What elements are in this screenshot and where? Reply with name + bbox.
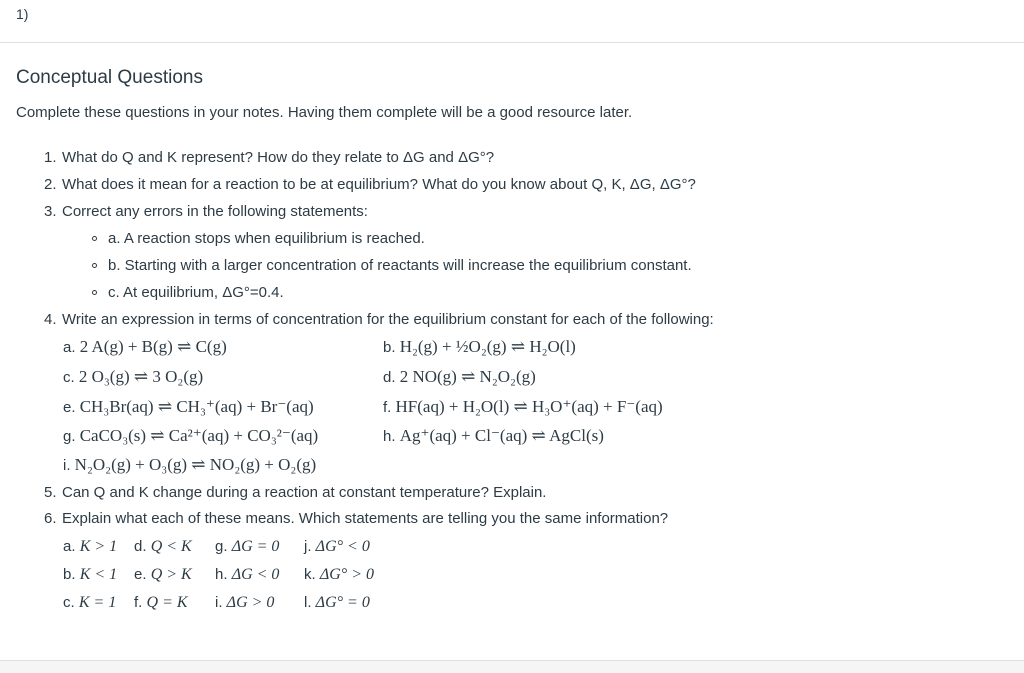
reaction-equation: 2 O₃(g) ⇌ 3 O₂(g) bbox=[78, 367, 204, 386]
question-text: Correct any errors in the following statements: bbox=[62, 203, 368, 220]
question-text: Write an expression in terms of concentration for the equilibrium constant for each of the following: bbox=[62, 311, 714, 328]
question-text: What do Q and K represent? How do they relate to ΔG and ΔG°? bbox=[62, 149, 495, 166]
reaction-equation: N₂O₂(g) + O₃(g) ⇌ NO₂(g) + O₂(g) bbox=[74, 455, 317, 474]
reaction-label: f. bbox=[383, 399, 392, 416]
bottom-divider bbox=[0, 660, 1024, 673]
question-number-label: 5. bbox=[44, 484, 57, 501]
statement-item: c. At equilibrium, ΔG°=0.4. bbox=[108, 284, 284, 301]
page-title: Conceptual Questions bbox=[16, 67, 203, 88]
reaction-equation: 2 A(g) + B(g) ⇌ C(g) bbox=[79, 337, 227, 356]
reaction-e bbox=[63, 397, 314, 417]
reaction-equation: HF(aq) + H₂O(l) ⇌ H₃O⁺(aq) + F⁻(aq) bbox=[395, 397, 663, 416]
question-number-label: 6. bbox=[44, 510, 57, 527]
reaction-b bbox=[383, 337, 576, 357]
list-bullet bbox=[92, 290, 97, 295]
statement-j: j. ΔG° < 0 bbox=[304, 538, 370, 555]
reaction-equation: H₂(g) + ½O₂(g) ⇌ H₂O(l) bbox=[399, 337, 576, 356]
statement-b: b. K < 1 bbox=[63, 566, 118, 583]
question-number-label: 3. bbox=[44, 203, 57, 220]
reaction-label: i. bbox=[63, 457, 71, 474]
question-4 bbox=[44, 311, 714, 328]
reaction-label: g. bbox=[63, 428, 76, 445]
statement-i: i. ΔG > 0 bbox=[215, 594, 275, 611]
question-header bbox=[0, 0, 1024, 43]
reaction-equation: 2 NO(g) ⇌ N₂O₂(g) bbox=[399, 367, 536, 386]
statement-h: h. ΔG < 0 bbox=[215, 566, 280, 583]
question-number: 1) bbox=[16, 6, 29, 22]
statement-a: a. K > 1 bbox=[63, 538, 118, 555]
question-6 bbox=[44, 510, 668, 527]
statement-d: d. Q < K bbox=[134, 538, 192, 555]
question-1 bbox=[44, 149, 494, 166]
reaction-label: c. bbox=[63, 369, 75, 386]
list-bullet bbox=[92, 236, 97, 241]
reaction-label: b. bbox=[383, 339, 396, 356]
statement-g: g. ΔG = 0 bbox=[215, 538, 280, 555]
reaction-label: h. bbox=[383, 428, 396, 445]
statement-item: b. Starting with a larger concentration of reactants will increase the equilibrium constant. bbox=[108, 257, 692, 274]
reaction-f bbox=[383, 397, 663, 417]
question-3 bbox=[44, 203, 368, 220]
statement-k: k. ΔG° > 0 bbox=[304, 566, 374, 583]
reaction-g bbox=[63, 426, 318, 446]
reaction-c bbox=[63, 367, 203, 387]
question-number-label: 1. bbox=[44, 149, 57, 166]
statement-c: c. K = 1 bbox=[63, 594, 117, 611]
reaction-label: e. bbox=[63, 399, 76, 416]
question-text: Can Q and K change during a reaction at constant temperature? Explain. bbox=[62, 484, 547, 501]
reaction-d bbox=[383, 367, 536, 387]
reaction-equation: Ag⁺(aq) + Cl⁻(aq) ⇌ AgCl(s) bbox=[399, 426, 604, 445]
statement-item: a. A reaction stops when equilibrium is reached. bbox=[108, 230, 425, 247]
reaction-label: a. bbox=[63, 339, 76, 356]
statement-e: e. Q > K bbox=[134, 566, 192, 583]
reaction-label: d. bbox=[383, 369, 396, 386]
question-text: What does it mean for a reaction to be at equilibrium? What do you know about Q, K, ΔG, ΔG°? bbox=[62, 176, 696, 193]
list-bullet bbox=[92, 263, 97, 268]
reaction-a bbox=[63, 337, 227, 357]
question-2 bbox=[44, 176, 696, 193]
statement-l: l. ΔG° = 0 bbox=[304, 594, 370, 611]
reaction-equation: CH₃Br(aq) ⇌ CH₃⁺(aq) + Br⁻(aq) bbox=[79, 397, 314, 416]
question-number-label: 2. bbox=[44, 176, 57, 193]
question-5 bbox=[44, 484, 546, 501]
question-number-label: 4. bbox=[44, 311, 57, 328]
reaction-h bbox=[383, 426, 604, 446]
reaction-equation: CaCO₃(s) ⇌ Ca²⁺(aq) + CO₃²⁻(aq) bbox=[79, 426, 319, 445]
reaction-i bbox=[63, 455, 316, 475]
question-text: Explain what each of these means. Which statements are telling you the same information? bbox=[62, 510, 669, 527]
statement-f: f. Q = K bbox=[134, 594, 188, 611]
intro-text: Complete these questions in your notes. Having them complete will be a good resource later. bbox=[16, 104, 633, 121]
